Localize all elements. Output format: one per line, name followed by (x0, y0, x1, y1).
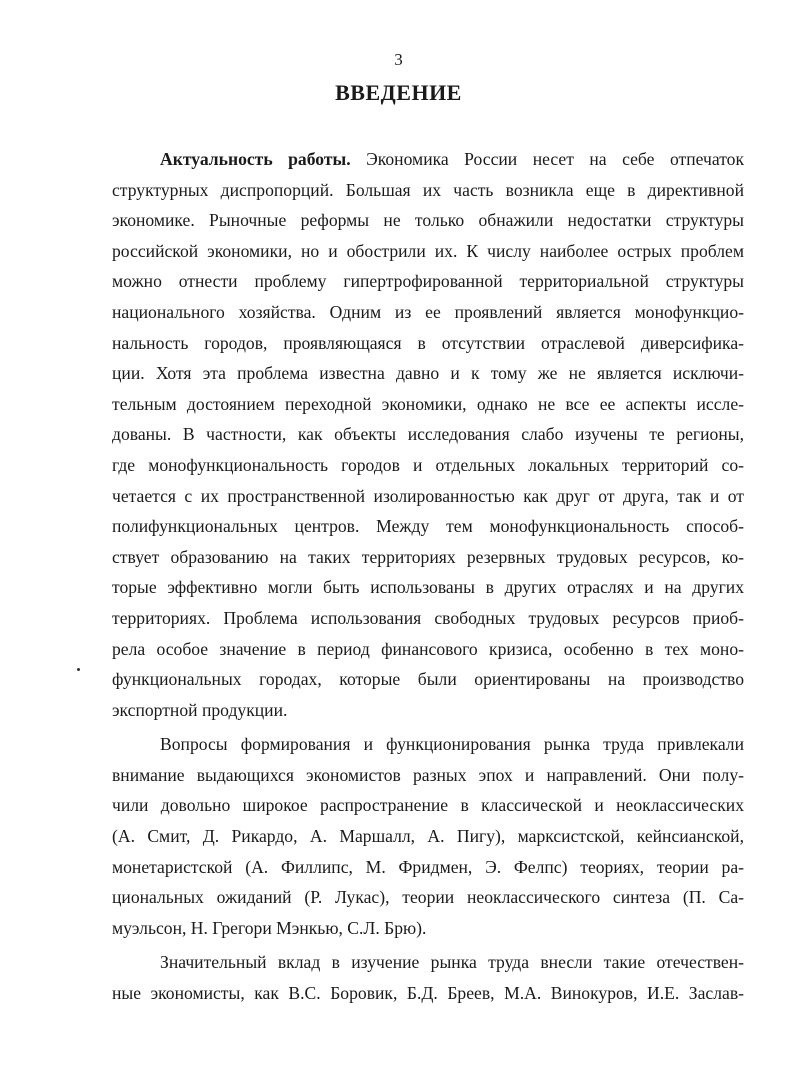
text-line: национального хозяйства. Одним из ее проявлений является монофункцио- (112, 301, 744, 322)
document-body (112, 144, 744, 1009)
text-line: циональных ожиданий (Р. Лукас), теории неоклассического синтеза (П. Са- (112, 887, 744, 908)
page-number: 3 (394, 50, 403, 69)
text-line: чили довольно широкое распространение в классической и неоклассических (112, 795, 744, 816)
text-line: структурных диспропорций. Большая их часть возникла еще в директивной (112, 179, 744, 200)
text-line: четается с их пространственной изолированностью как друг от друга, так и от (112, 485, 744, 506)
text-line: экспортной продукции. (112, 699, 288, 720)
text-line: функциональных городах, которые были ориентированы на производство (112, 669, 744, 690)
text-line: Значительный вклад в изучение рынка труда внесли такие отечествен- (160, 952, 744, 973)
scan-speck (77, 668, 80, 671)
text-line (112, 144, 744, 175)
text-line: рела особое значение в период финансового кризиса, особенно в тех моно- (112, 638, 744, 659)
text-line: нальность городов, проявляющаяся в отсутствии отраслевой диверсифика- (112, 332, 744, 353)
text-line: монетаристской (А. Филлипс, М. Фридмен, Э. Фелпс) теориях, теории ра- (112, 856, 744, 877)
text-line: торые эффективно могли быть использованы в других отраслях и на других (112, 577, 744, 598)
text-line: ствует образованию на таких территориях резервных трудовых ресурсов, ко- (112, 546, 744, 567)
text-line-rest: Экономика России несет на себе отпечаток (350, 149, 744, 169)
text-line: (А. Смит, Д. Рикардо, А. Маршалл, А. Пигу), марксистской, кейнсианской, (112, 826, 744, 847)
text-line: российской экономики, но и обострили их. К числу наиболее острых проблем (112, 240, 744, 261)
text-line: ные экономисты, как В.С. Боровик, Б.Д. Бреев, М.А. Винокуров, И.Е. Заслав- (112, 983, 744, 1004)
paragraph-labor-market-theories (112, 729, 744, 943)
text-line: территориях. Проблема использования свободных трудовых ресурсов приоб- (112, 607, 744, 628)
lead-bold-phrase: Актуальность работы. (160, 149, 351, 169)
text-line: дованы. В частности, как объекты исследования слабо изучены те регионы, (112, 424, 744, 445)
text-line: ции. Хотя эта проблема известна давно и к тому же не является исключи- (112, 363, 744, 384)
text-line: муэльсон, Н. Грегори Мэнкью, С.Л. Брю). (112, 917, 427, 938)
page-heading: ВВЕДЕНИЕ (335, 80, 462, 105)
paragraph-domestic-economists (112, 947, 744, 1008)
text-line: можно отнести проблему гипертрофированной территориальной структуры (112, 271, 744, 292)
text-line: где монофункциональность городов и отдельных локальных территорий со- (112, 454, 744, 475)
text-line: экономике. Рыночные реформы не только обнажили недостатки структуры (112, 210, 744, 231)
text-line: внимание выдающихся экономистов разных эпох и направлений. Они полу- (112, 764, 744, 785)
text-line: Вопросы формирования и функционирования рынка труда привлекали (160, 734, 744, 755)
paragraph-relevance (112, 144, 744, 725)
text-line: полифункциональных центров. Между тем монофункциональность способ- (112, 516, 744, 537)
text-line: тельным достоянием переходной экономики, однако не все ее аспекты иссле- (112, 393, 744, 414)
